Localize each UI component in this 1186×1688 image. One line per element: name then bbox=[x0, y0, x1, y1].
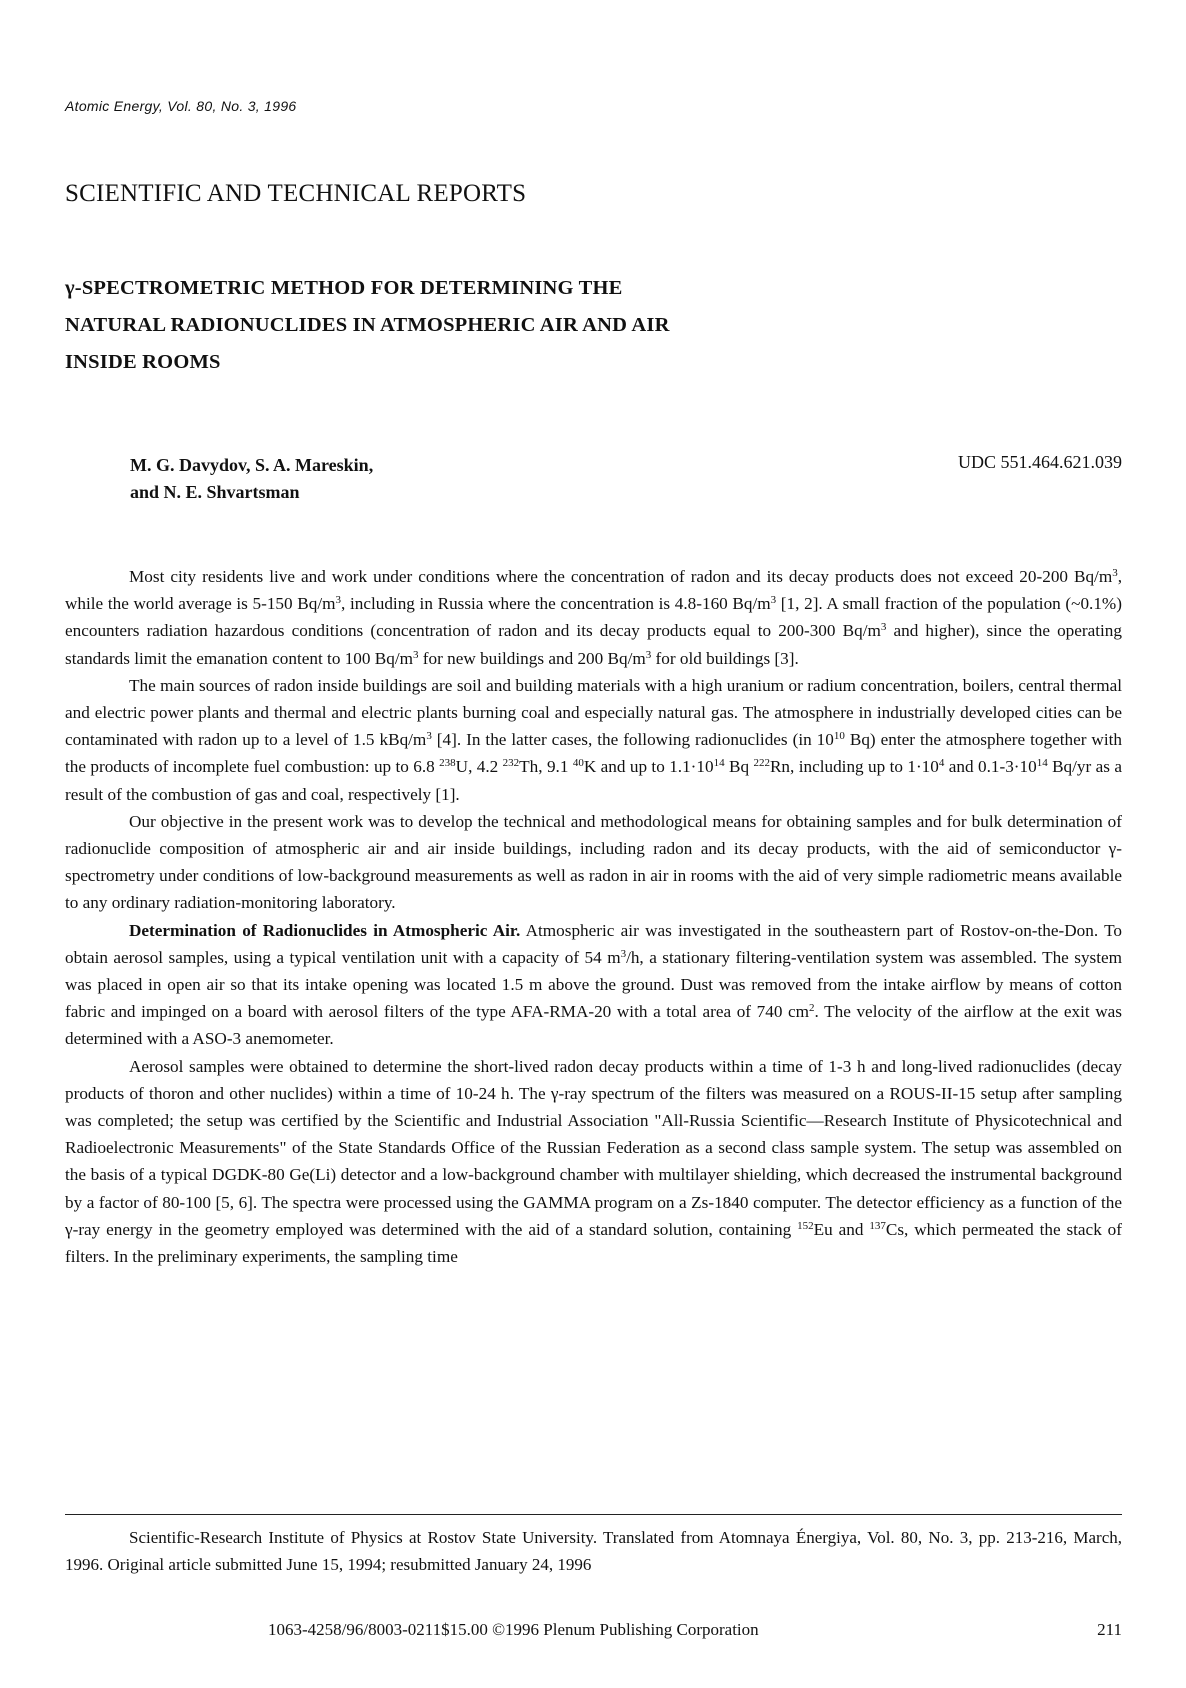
udc-code: UDC 551.464.621.039 bbox=[957, 452, 1122, 472]
title-line: NATURAL RADIONUCLIDES IN ATMOSPHERIC AIR AND AIR bbox=[65, 314, 670, 336]
paragraph: Determination of Radionuclides in Atmospheric Air. Atmospheric air was investigated in the southeastern part of Rostov-on-the-Don. To obtain aerosol samples, using a typical ventilation unit with a capacity of 54 $m^3/h$, a stationary filtering-ventilation system was assembled. The system was placed in open air so that its intake opening was located 1.5 m above the ground. Dust was removed from the intake airflow by means of cotton fabric and impinged on a board with aerosol filters of the type AFA-RMA-20 with a total area of 740 $cm^2$. The velocity of the airflow at the exit was determined with a ASO-3 anemometer. bbox=[65, 920, 1123, 1049]
paragraph: Our objective in the present work was to develop the technical and methodological means for obtaining samples and for bulk determination of radionuclide composition of atmospheric air and air inside buildings, including radon and its decay products, with the aid of semiconductor γ-spectrometry under conditions of low-background measurements as well as radon in air in rooms with the aid of very simple radiometric means available to any ordinary radiation-monitoring laboratory. bbox=[65, 811, 1122, 913]
paragraph: Aerosol samples were obtained to determine the short-lived radon decay products within a time of 1-3 h and long-lived radionuclides (decay products of thoron and other nuclides) within a time of 10-24 h. The γ-ray spectrum of the filters was measured on a ROUS-II-15 setup after sampling was completed; the setup was certified by the Scientific and Industrial Association "All-Russia Scientific—Research Institute of Physicotechnical and Radioelectronic Measurements" of the State Standards Office of the Russian Federation as a second class sample system. The setup was assembled on the basis of a typical DGDK-80 Ge(Li) detector and a low-background chamber with multilayer shielding, which decreased the instrumental background by a factor of 80-100 [5, 6]. The spectra were processed using the GAMMA program on a Zs-1840 computer. The detector efficiency as a function of the γ-ray energy in the geometry employed was determined with the aid of a standard solution, containing $^{152}$Eu and $^{137}$Cs, which permeated the stack of filters. In the preliminary experiments, the sampling time bbox=[65, 1056, 1122, 1267]
page-number: 211 bbox=[1097, 1620, 1122, 1639]
article-body bbox=[65, 563, 1122, 1270]
subsection-heading: Determination of Radionuclides in Atmospheric Air. bbox=[129, 920, 521, 940]
title-line: INSIDE ROOMS bbox=[65, 351, 221, 373]
copyright-line: 1063-4258/96/8003-0211$15.00 ©1996 Plenum Publishing Corporation bbox=[268, 1620, 759, 1639]
paragraph: The main sources of radon inside buildings are soil and building materials with a high uranium or radium concentration, boilers, central thermal and electric power plants and thermal and electric plants burning coal and especially natural gas. The atmosphere in industrially developed cities can be contaminated with radon up to a level of 1.5 kBq/$m^3$ [4]. In the latter cases, the following radionuclides (in $10^{10}$ Bq) enter the atmosphere together with the products of incomplete fuel combustion: up to 6.8 $^{238}$U, 4.2 $^{232}$Th, 9.1 $^{40}$K and up to $1.1\cdot 10^{14}$ Bq $^{222}$Rn, including up to $1\cdot 10^4$ and $0.1-3\cdot 10^{14}$ Bq/yr as a result of the combustion of gas and coal, respectively [1]. bbox=[65, 675, 1122, 804]
title-line: γ-SPECTROMETRIC METHOD FOR DETERMINING THE bbox=[65, 277, 623, 299]
authors-line: and N. E. Shvartsman bbox=[130, 482, 300, 502]
footnote-text: Scientific-Research Institute of Physics at Rostov State University. Translated from Atomnaya Énergiya, Vol. 80, No. 3, pp. 213-216, March, 1996. Original article submitted June 15, 1994; resubmitted January 24, 1996 bbox=[65, 1528, 1122, 1574]
paragraph: Most city residents live and work under conditions where the concentration of radon and its decay products does not exceed 20-200 $Bq/m^3$, while the world average is 5-150 $Bq/m^3$, including in Russia where the concentration is 4.8-160 $Bq/m^3$ [1, 2]. A small fraction of the population (~0.1%) encounters radiation hazardous conditions (concentration of radon and its decay products equal to 200-300 $Bq/m^3$ and higher), since the operating standards limit the emanation content to 100 $Bq/m^3$ for new buildings and 200 $Bq/m^3$ for old buildings [3]. bbox=[65, 567, 1122, 668]
footnote-block bbox=[65, 1524, 1122, 1578]
article-title bbox=[65, 270, 825, 381]
footnote-divider bbox=[65, 1514, 1122, 1515]
journal-citation: Atomic Energy, Vol. 80, No. 3, 1996 bbox=[65, 98, 297, 114]
authors bbox=[130, 452, 373, 506]
authors-line: M. G. Davydov, S. A. Mareskin, bbox=[130, 455, 374, 475]
section-heading: SCIENTIFIC AND TECHNICAL REPORTS bbox=[65, 180, 527, 207]
